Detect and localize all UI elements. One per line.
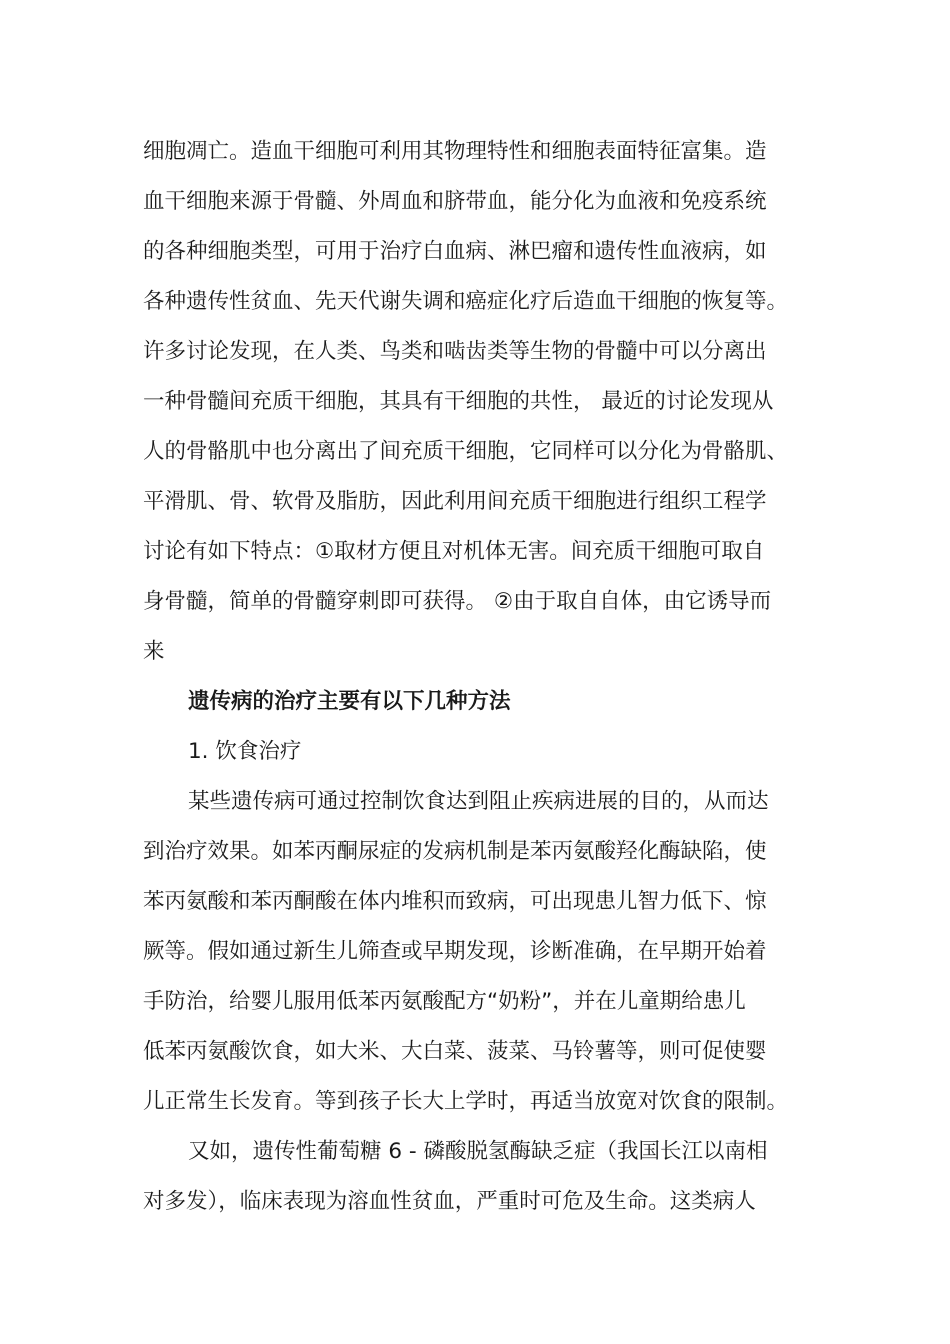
paragraph-line: 来 — [143, 639, 165, 664]
paragraph-line: 低苯丙氨酸饮食，如大米、大白菜、菠菜、马铃薯等，则可促使婴 — [143, 1039, 767, 1064]
paragraph-line: 一种骨髓间充质干细胞，其具有干细胞的共性， 最近的讨论发现从 — [143, 389, 774, 414]
document-body — [143, 127, 810, 1227]
paragraph-line: 儿正常生长发育。等到孩子长大上学时，再适当放宽对饮食的限制。 — [143, 1089, 789, 1114]
paragraph-line: 平滑肌、骨、软骨及脂肪，因此利用间充质干细胞进行组织工程学 — [143, 489, 767, 514]
paragraph-line: 身骨髓，简单的骨髓穿刺即可获得。 ②由于取自自体，由它诱导而 — [143, 589, 772, 614]
paragraph-line: 厥等。假如通过新生儿筛查或早期发现，诊断准确，在早期开始着 — [143, 939, 767, 964]
section-heading: 遗传病的治疗主要有以下几种方法 — [188, 689, 511, 714]
paragraph-line: 许多讨论发现，在人类、鸟类和啮齿类等生物的骨髓中可以分离出 — [143, 339, 767, 364]
paragraph-line: 某些遗传病可通过控制饮食达到阻止疾病进展的目的，从而达 — [188, 789, 769, 814]
paragraph-line: 讨论有如下特点：①取材方便且对机体无害。间充质干细胞可取自 — [143, 539, 765, 564]
paragraph-line: 的各种细胞类型，可用于治疗白血病、淋巴瘤和遗传性血液病，如 — [143, 239, 767, 264]
paragraph-line: 细胞凋亡。造血干细胞可利用其物理特性和细胞表面特征富集。造 — [143, 139, 767, 164]
paragraph-line: 苯丙氨酸和苯丙酮酸在体内堆积而致病，可出现患儿智力低下、惊 — [143, 889, 767, 914]
paragraph-line: 各种遗传性贫血、先天代谢失调和癌症化疗后造血干细胞的恢复等。 — [143, 289, 789, 314]
paragraph-line: 到治疗效果。如苯丙酮尿症的发病机制是苯丙氨酸羟化酶缺陷，使 — [143, 839, 767, 864]
paragraph-line: 对多发），临床表现为溶血性贫血，严重时可危及生命。这类病人 — [143, 1189, 756, 1214]
paragraph-line: 血干细胞来源于骨髓、外周血和脐带血，能分化为血液和免疫系统 — [143, 189, 767, 214]
subsection-heading: 1. 饮食治疗 — [188, 739, 302, 764]
paragraph-line: 又如，遗传性葡萄糖 6 - 磷酸脱氢酶缺乏症（我国长江以南相 — [188, 1139, 768, 1164]
paragraph-line: 手防治，给婴儿服用低苯丙氨酸配方“奶粉”，并在儿童期给患儿 — [143, 989, 746, 1014]
paragraph-line: 人的骨骼肌中也分离出了间充质干细胞，它同样可以分化为骨骼肌、 — [143, 439, 789, 464]
